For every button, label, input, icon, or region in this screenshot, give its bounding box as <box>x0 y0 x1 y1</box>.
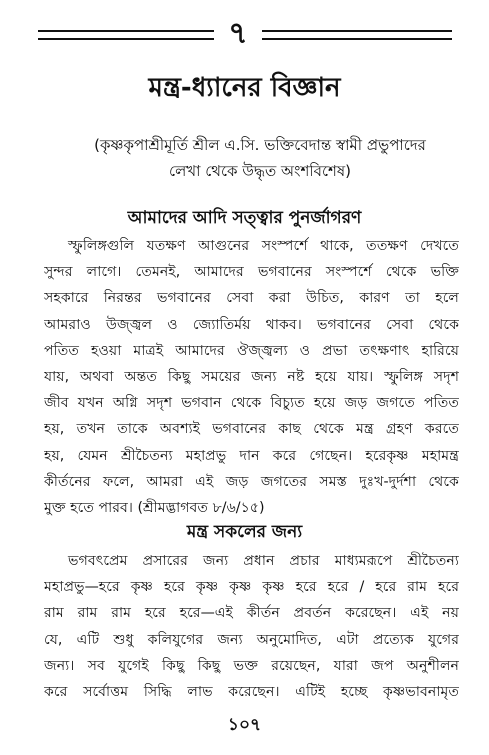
paragraph-line: করে সর্বোত্তম সিদ্ধি লাভ করেছেন। এটিই হচ্ছে কৃষ্ণভাবনামৃত <box>44 684 459 701</box>
paragraph-line: ভগবৎপ্রেম প্রসারের জন্য প্রধান প্রচার মাধ্যমরূপে শ্রীচৈতন্য <box>68 553 459 569</box>
header-rule-right <box>262 30 452 40</box>
chapter-subtitle-line-2: লেখা থেকে উদ্ধৃত অংশবিশেষ) <box>168 162 351 180</box>
section-paragraph-mantra-for-all <box>44 548 459 705</box>
paragraph-line: রাম রাম রাম হরে হরে—এই কীর্তন প্রবর্তন করেছেন। এই নয় <box>44 605 459 622</box>
paragraph-line: জন্য। সব যুগেই কিছু কিছু ভক্ত রয়েছেন, যারা জপ অনুশীলন <box>44 657 459 674</box>
paragraph-line: মুক্ত হতে পারব। (শ্রীমদ্ভাগবত ৮/৬/১৫) <box>44 500 265 517</box>
paragraph-line: মহাপ্রভু—হরে কৃষ্ণ হরে কৃষ্ণ কৃষ্ণ কৃষ্ণ হরে হরে / হরে রাম হরে <box>44 579 459 596</box>
chapter-number: ৭ <box>228 16 248 51</box>
paragraph-line: যায়, অথবা অন্তত কিছু সময়ের জন্য নষ্ট হয়ে যায়। স্ফুলিঙ্গ সদৃশ <box>44 369 459 386</box>
paragraph-line: সহকারে নিরন্তর ভগবানের সেবা করা উচিত, কারণ তা হলে <box>44 290 459 307</box>
section-heading-awakening: আমাদের আদি সত্ত্বার পুনর্জাগরণ <box>127 208 362 228</box>
section-paragraph-awakening <box>44 233 459 521</box>
paragraph-line: হয়, তখন তাকে অবশ্যই ভগবানের কাছ থেকে মন্ত্র গ্রহণ করতে <box>44 421 459 438</box>
paragraph-line: আমরাও উজ্জ্বল ও জ্যোতির্ময় থাকব। ভগবানের সেবা থেকে <box>44 316 459 333</box>
paragraph-line: কীর্তনের ফলে, আমরা এই জড় জগতের সমস্ত দুঃখ-দুর্দশা থেকে <box>44 473 459 490</box>
chapter-title: মন্ত্র-ধ্যানের বিজ্ঞান <box>148 73 341 103</box>
header-rule-left <box>38 30 214 40</box>
paragraph-line: সুন্দর লাগে। তেমনই, আমাদের ভগবানের সংস্পর্শে থেকে ভক্তি <box>44 264 459 281</box>
section-heading-mantra-for-all: মন্ত্র সকলের জন্য <box>186 522 303 542</box>
paragraph-line: হয়, যেমন শ্রীচৈতন্য মহাপ্রভু দান করে গেছেন। হরেকৃষ্ণ মহামন্ত্র <box>44 447 459 464</box>
page-number: ১০৭ <box>227 715 262 735</box>
paragraph-line: পতিত হওয়া মাত্রই আমাদের ঔজ্জ্বল্য ও প্রভা তৎক্ষণাৎ হারিয়ে <box>44 342 459 359</box>
chapter-subtitle-line-1: (কৃষ্ণকৃপাশ্রীমূর্তি শ্রীল এ.সি. ভক্তিবেদান্ত স্বামী প্রভুপাদের <box>94 136 426 154</box>
paragraph-line: জীব যখন অগ্নি সদৃশ ভগবান থেকে বিচ্যুত হয়ে জড় জগতে পতিত <box>44 395 459 412</box>
paragraph-line: স্ফুলিঙ্গগুলি যতক্ষণ আগুনের সংস্পর্শে থাকে, ততক্ষণ দেখতে <box>68 238 459 254</box>
paragraph-line: যে, এটি শুধু কলিযুগের জন্য অনুমোদিত, এটা প্রত্যেক যুগের <box>44 631 459 648</box>
